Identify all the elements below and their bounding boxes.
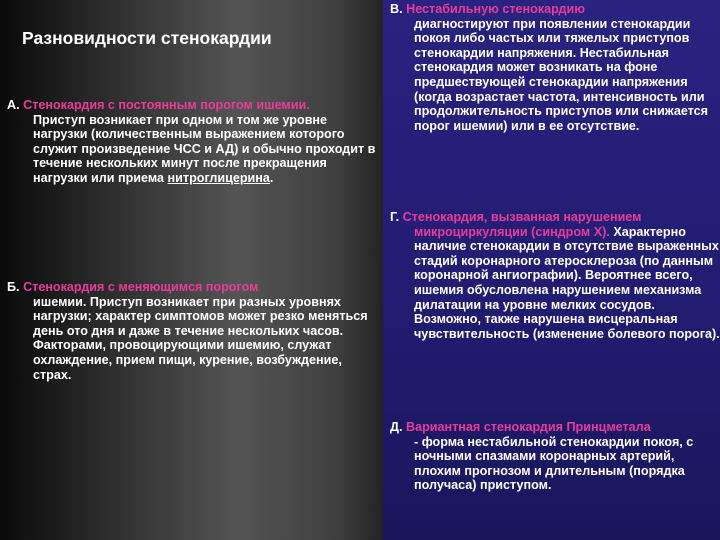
item-v-letter: В. (390, 2, 403, 16)
item-g-text: Характерно наличие стенокардии в отсутствие выраженных стадий коронарного атеросклероза (по данным коронарной ангиографии). Вероятнее всего, ишемия обусловлена нарушением механизма дилатации на уровне мелких сосудов. Возможно, также нарушена висцеральная чувствительность (изменение болевого порога). (414, 224, 720, 341)
item-b-letter: Б. (7, 280, 20, 294)
item-d-heading: Вариантная стенокардия Принцметала (405, 420, 651, 434)
item-b-heading: Стенокардия с меняющимся порогом (23, 280, 259, 294)
item-d (390, 420, 720, 493)
slide-title: Разновидности стенокардии (22, 28, 272, 48)
item-a (7, 98, 377, 186)
item-d-letter: Д. (390, 420, 403, 434)
item-g-head (390, 210, 720, 225)
item-g-letter: Г. (390, 210, 400, 224)
item-b (7, 280, 377, 382)
item-g-body (390, 225, 720, 342)
item-v (390, 2, 712, 133)
item-b-head (7, 280, 377, 295)
item-d-head (390, 420, 720, 435)
item-a-text-end: . (269, 170, 274, 185)
item-g-heading: Стенокардия, вызванная нарушением (402, 210, 642, 224)
item-b-body: ишемии. Приступ возникает при разных уровнях нагрузки; характер симптомов может резко меняться день ото дня и даже в течение нескольких часов. Факторами, провоцирующими ишемию, служат охлаждение, прием пищи, курение, возбуждение, страх. (33, 294, 368, 382)
item-d-body: - форма нестабильной стенокардии покоя, с ночными спазмами коронарных артерий, плохим прогнозом и длительным (порядка получаса) приступом. (414, 434, 694, 493)
item-a-heading: Стенокардия с постоянным порогом ишемии. (23, 98, 310, 112)
right-panel (383, 0, 720, 540)
item-a-text: Приступ возникает при одном и том же уровне нагрузки (количественным выражением которого служит произведение ЧСС и АД) и обычно проходит в течение нескольких минут после прекращения нагрузки или приема (33, 112, 376, 185)
item-g (390, 210, 720, 341)
item-g-heading-cont: микроциркуляции (синдром Х). (414, 224, 610, 239)
item-v-head (390, 2, 712, 17)
nitroglycerin-link: нитроглицерина (167, 170, 270, 185)
item-v-body: диагностируют при появлении стенокардии покоя либо частых или тяжелых приступов стенокардии напряжения. Нестабильная стенокардия может возникать на фоне предшествующей стенокардии напряжения (когда возрастает частота, интенсивность или продолжительность приступов или снижается порог ишемии) или в ее отсутствие. (414, 16, 709, 133)
item-a-body (7, 113, 377, 186)
item-a-head (7, 98, 377, 113)
item-v-heading: Нестабильную стенокардию (406, 2, 585, 16)
item-a-letter: А. (7, 98, 20, 112)
